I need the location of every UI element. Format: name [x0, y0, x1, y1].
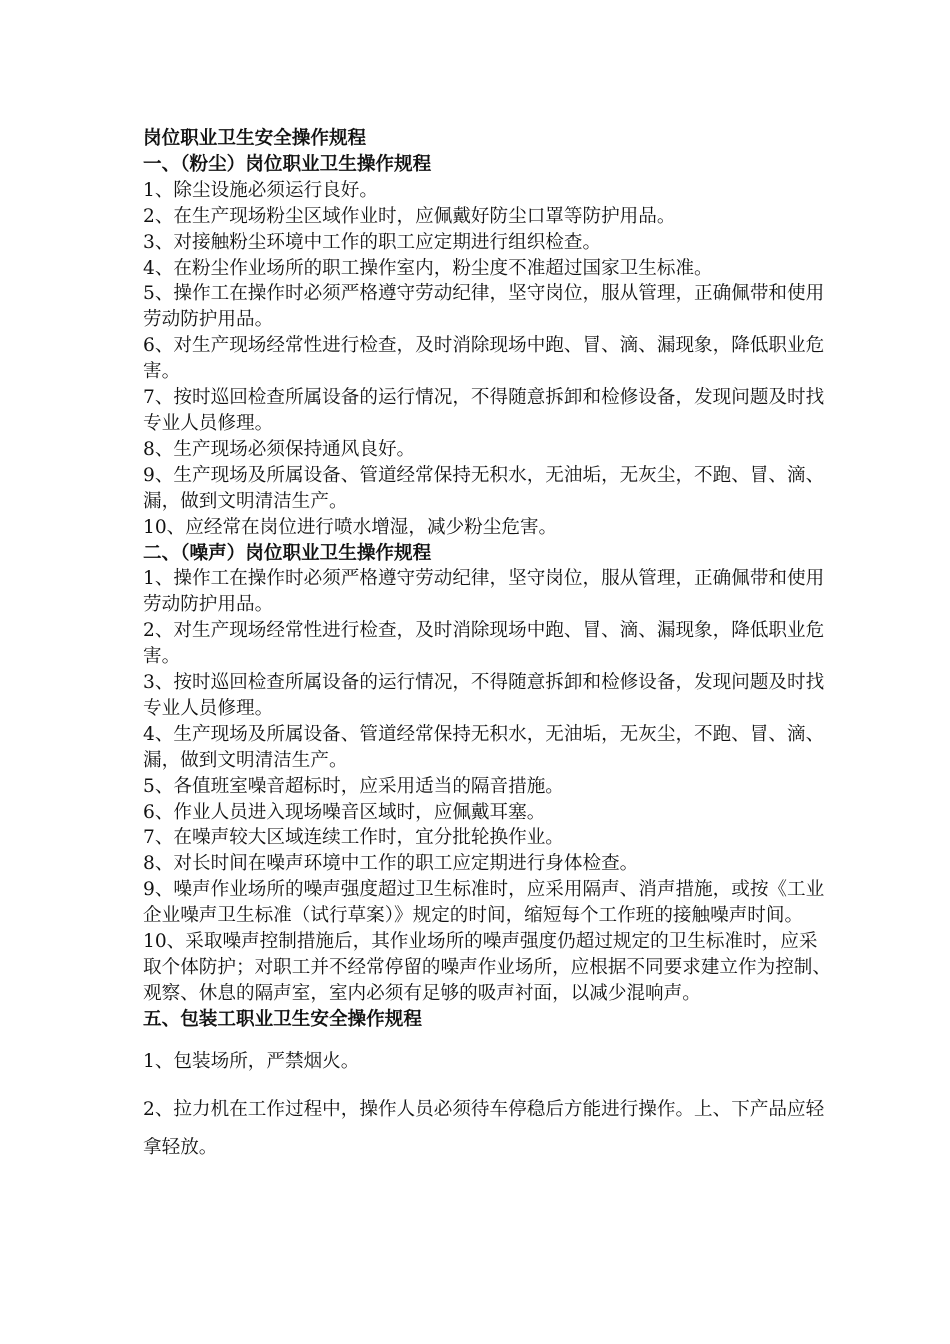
dust-rule-2: 2、在生产现场粉尘区域作业时，应佩戴好防尘口罩等防护用品。	[143, 205, 676, 227]
noise-rule-3: 3、按时巡回检查所属设备的运行情况，不得随意拆卸和检修设备，发现问题及时找专业人员修理。	[143, 672, 825, 719]
dust-rule-10: 10、应经常在岗位进行喷水增湿，减少粉尘危害。	[143, 516, 558, 538]
noise-rule-2: 2、对生产现场经常性进行检查，及时消除现场中跑、冒、滴、漏现象，降低职业危害。	[143, 620, 825, 668]
section-heading-dust: 一、（粉尘）岗位职业卫生操作规程	[143, 153, 432, 175]
document-body	[143, 126, 833, 1167]
dust-rule-1: 1、除尘设施必须运行良好。	[143, 179, 378, 201]
noise-rule-6: 6、作业人员进入现场噪音区域时，应佩戴耳塞。	[143, 801, 546, 823]
packaging-rule-1: 1、包装场所，严禁烟火。	[143, 1050, 360, 1072]
noise-rule-4: 4、生产现场及所属设备、管道经常保持无积水，无油垢，无灰尘，不跑、冒、滴、漏，做到文明清洁生产。	[143, 723, 825, 771]
noise-rule-9: 9、噪声作业场所的噪声强度超过卫生标准时，应采用隔声、消声措施，或按《工业企业噪声卫生标准（试行草案）》规定的时间，缩短每个工作班的接触噪声时间。	[143, 879, 825, 927]
document-title: 岗位职业卫生安全操作规程	[143, 128, 367, 149]
dust-rule-7: 7、按时巡回检查所属设备的运行情况，不得随意拆卸和检修设备，发现问题及时找专业人员修理。	[143, 387, 825, 434]
dust-rule-9: 9、生产现场及所属设备、管道经常保持无积水，无油垢，无灰尘，不跑、冒、滴、漏，做到文明清洁生产。	[143, 464, 825, 512]
dust-rule-8: 8、生产现场必须保持通风良好。	[143, 438, 416, 460]
dust-rule-4: 4、在粉尘作业场所的职工操作室内，粉尘度不准超过国家卫生标准。	[143, 257, 713, 279]
packaging-rule-2: 2、拉力机在工作过程中，操作人员必须待车停稳后方能进行操作。上、下产品应轻拿轻放。	[143, 1098, 825, 1158]
dust-rule-3: 3、对接触粉尘环境中工作的职工应定期进行组织检查。	[143, 231, 602, 253]
noise-rule-7: 7、在噪声较大区域连续工作时，宜分批轮换作业。	[143, 827, 564, 849]
noise-rule-5: 5、各值班室噪音超标时，应采用适当的隔音措施。	[143, 775, 564, 797]
dust-rule-6: 6、对生产现场经常性进行检查，及时消除现场中跑、冒、滴、漏现象，降低职业危害。	[143, 335, 825, 383]
noise-rule-8: 8、对长时间在噪声环境中工作的职工应定期进行身体检查。	[143, 853, 639, 875]
noise-rule-10: 10、采取噪声控制措施后，其作业场所的噪声强度仍超过规定的卫生标准时，应采取个体防护；对职工并不经常停留的噪声作业场所，应根据不同要求建立作为控制、观察、休息的隔声室，室内必须有足够的吸声衬面，以减少混响声。	[143, 931, 831, 1004]
dust-rule-5: 5、操作工在操作时必须严格遵守劳动纪律，坚守岗位，服从管理，正确佩带和使用劳动防护用品。	[143, 283, 825, 331]
section-heading-packaging: 五、包装工职业卫生安全操作规程	[143, 1008, 422, 1030]
noise-rule-1: 1、操作工在操作时必须严格遵守劳动纪律，坚守岗位，服从管理，正确佩带和使用劳动防护用品。	[143, 568, 825, 616]
section-heading-noise: 二、（噪声）岗位职业卫生操作规程	[143, 542, 432, 564]
